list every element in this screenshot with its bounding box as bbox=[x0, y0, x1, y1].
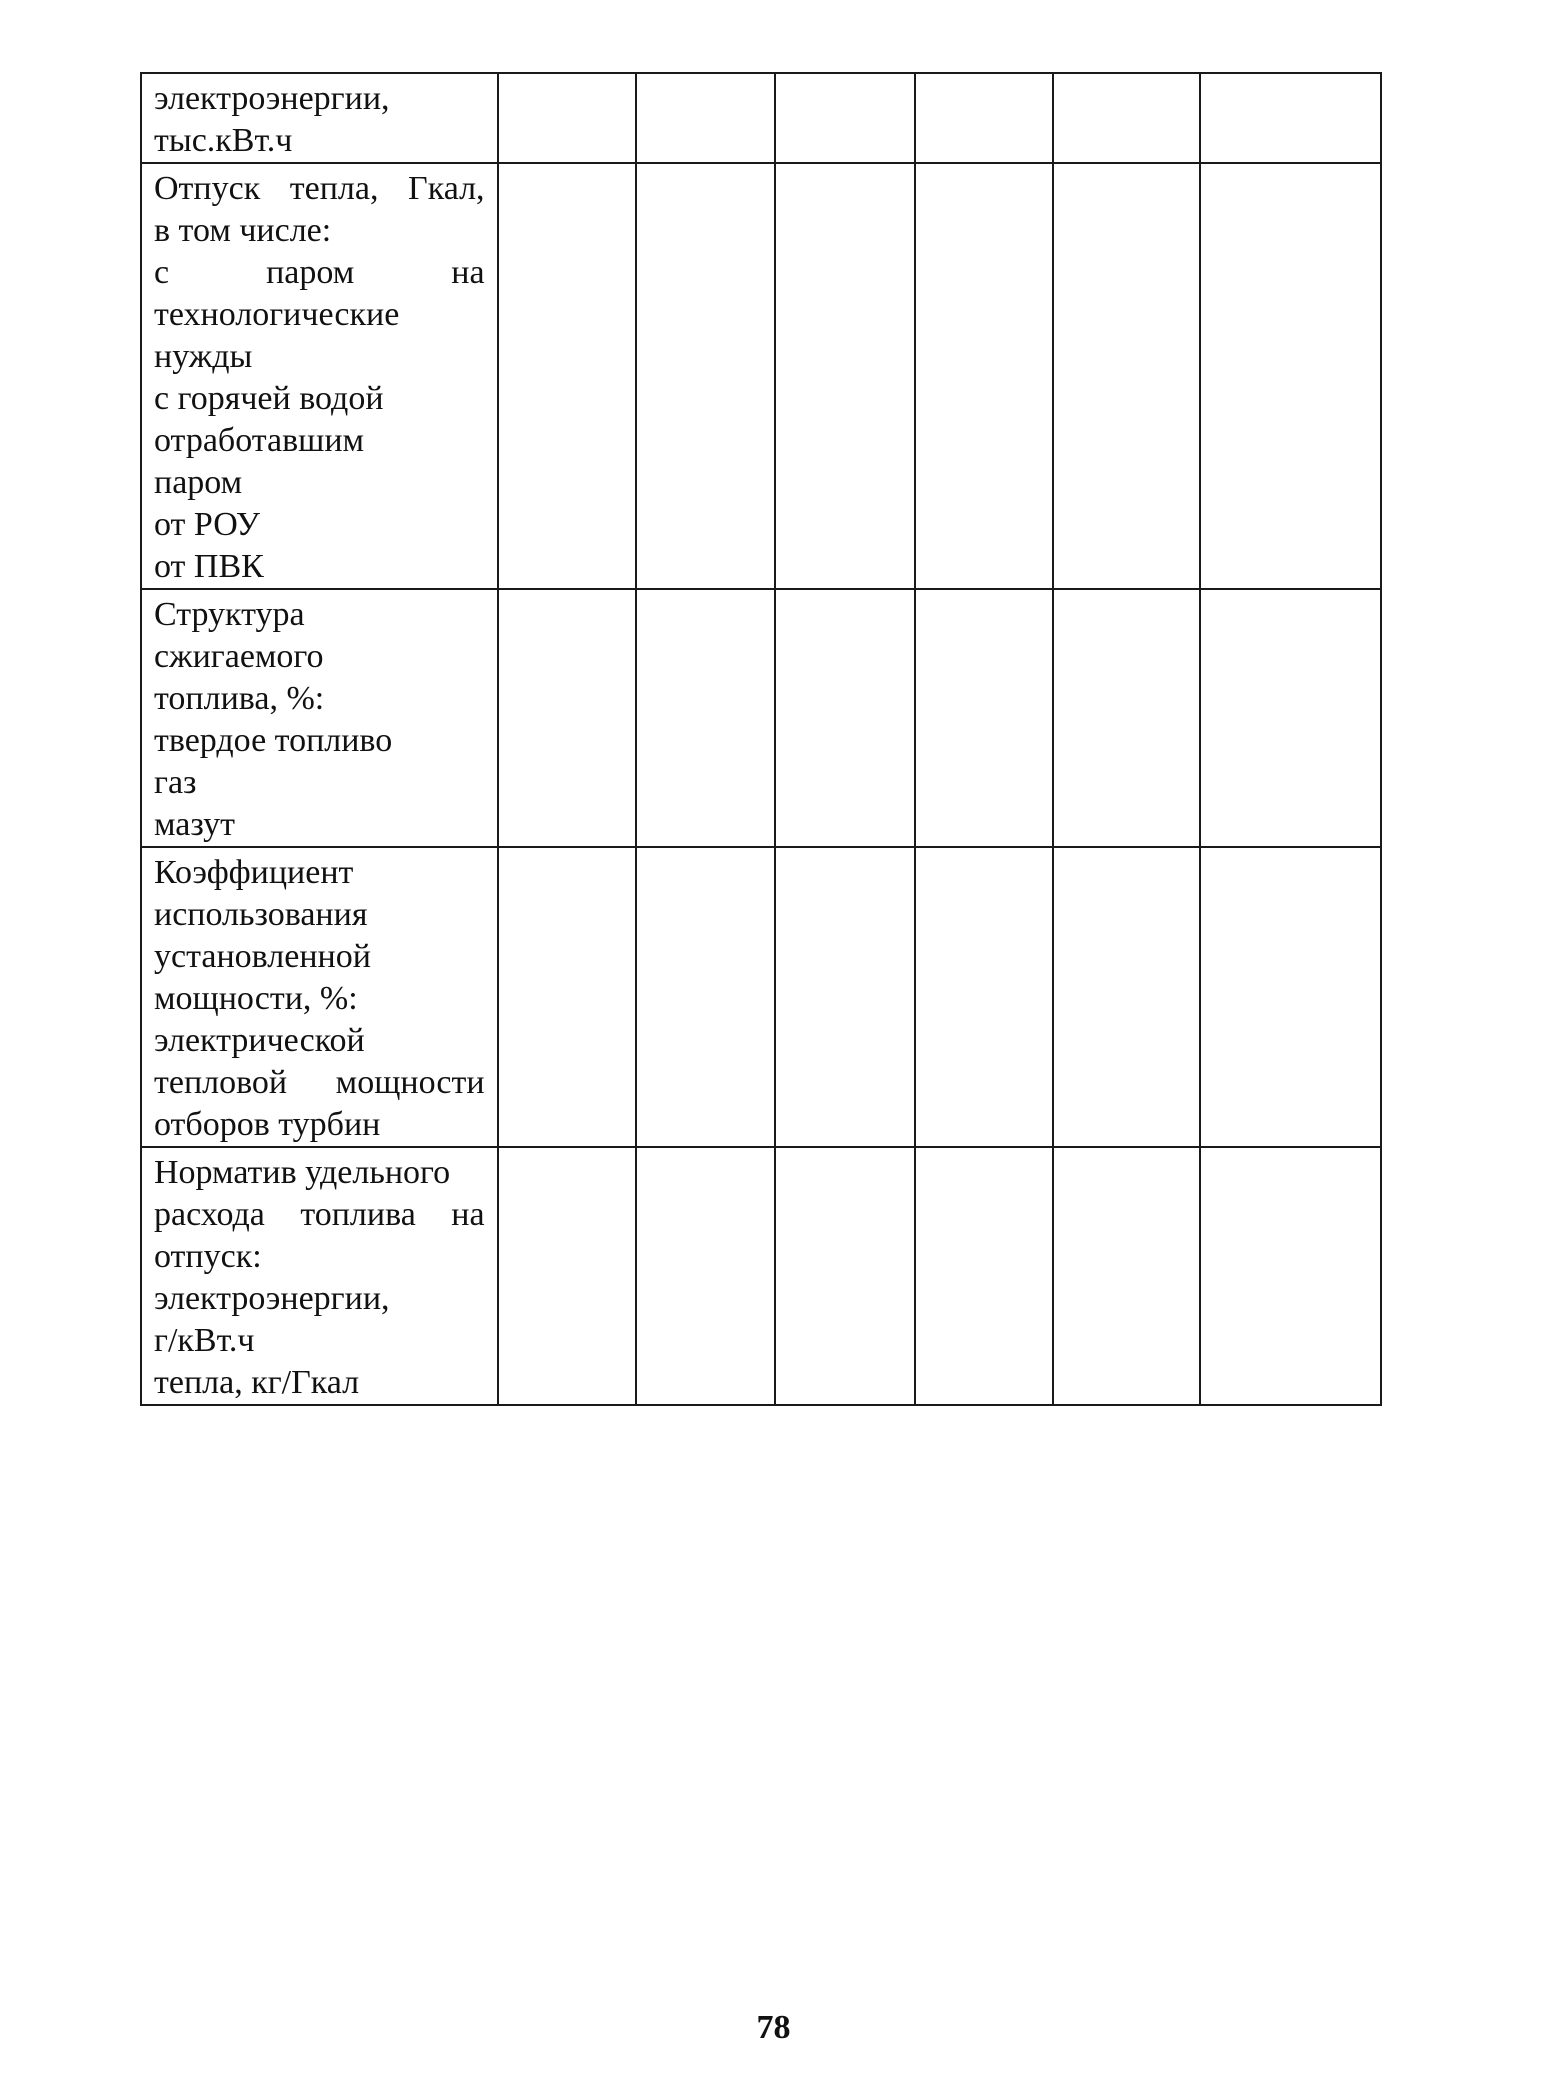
label-line: с горячей водой bbox=[154, 380, 384, 417]
table-row bbox=[141, 73, 1381, 163]
empty-cell bbox=[1053, 589, 1199, 847]
empty-cell bbox=[775, 73, 915, 163]
label-line: сжигаемого bbox=[154, 638, 324, 675]
empty-cell bbox=[775, 1147, 915, 1405]
page-number: 78 bbox=[756, 2009, 791, 2046]
label-line: в том числе: bbox=[154, 212, 332, 249]
label-line: тепла, кг/Гкал bbox=[154, 1364, 360, 1401]
row-label-cell bbox=[141, 73, 498, 163]
data-table bbox=[140, 72, 1382, 1406]
empty-cell bbox=[915, 163, 1053, 589]
label-line: использования bbox=[154, 896, 368, 933]
row-label-cell bbox=[141, 1147, 498, 1405]
label-line: отработавшим bbox=[154, 422, 365, 459]
empty-cell bbox=[775, 589, 915, 847]
table-row bbox=[141, 847, 1381, 1147]
empty-cell bbox=[1200, 1147, 1381, 1405]
label-line: Отпуск тепла, Гкал, bbox=[154, 170, 485, 207]
empty-cell bbox=[498, 589, 636, 847]
label-line: тыс.кВт.ч bbox=[154, 122, 293, 159]
label-line: топлива, %: bbox=[154, 680, 325, 717]
empty-cell bbox=[1200, 163, 1381, 589]
empty-cell bbox=[1053, 73, 1199, 163]
empty-cell bbox=[498, 847, 636, 1147]
label-line: расхода топлива на bbox=[154, 1196, 485, 1233]
label-line: отборов турбин bbox=[154, 1106, 381, 1143]
table-row bbox=[141, 163, 1381, 589]
label-line: г/кВт.ч bbox=[154, 1322, 255, 1359]
table-row bbox=[141, 1147, 1381, 1405]
row-label-cell bbox=[141, 847, 498, 1147]
label-line: газ bbox=[154, 764, 197, 801]
empty-cell bbox=[636, 163, 775, 589]
empty-cell bbox=[1200, 847, 1381, 1147]
empty-cell bbox=[775, 163, 915, 589]
empty-cell bbox=[1053, 847, 1199, 1147]
row-label-cell bbox=[141, 163, 498, 589]
empty-cell bbox=[915, 1147, 1053, 1405]
row-label-cell bbox=[141, 589, 498, 847]
label-line: технологические bbox=[154, 296, 400, 333]
label-line: от ПВК bbox=[154, 548, 264, 585]
empty-cell bbox=[636, 1147, 775, 1405]
empty-cell bbox=[1200, 589, 1381, 847]
label-line: твердое топливо bbox=[154, 722, 393, 759]
label-line: паром bbox=[154, 464, 243, 501]
empty-cell bbox=[1053, 1147, 1199, 1405]
empty-cell bbox=[498, 73, 636, 163]
label-line: электроэнергии, bbox=[154, 80, 390, 117]
empty-cell bbox=[498, 163, 636, 589]
label-line: мощности, %: bbox=[154, 980, 358, 1017]
empty-cell bbox=[1200, 73, 1381, 163]
label-line: с паром на bbox=[154, 254, 485, 291]
empty-cell bbox=[775, 847, 915, 1147]
label-line: отпуск: bbox=[154, 1238, 262, 1275]
table-row bbox=[141, 589, 1381, 847]
label-line: тепловой мощности bbox=[154, 1064, 485, 1101]
label-line: мазут bbox=[154, 806, 235, 843]
label-line: электрической bbox=[154, 1022, 365, 1059]
label-line: от РОУ bbox=[154, 506, 260, 543]
label-line: установленной bbox=[154, 938, 371, 975]
label-line: нужды bbox=[154, 338, 253, 375]
empty-cell bbox=[636, 589, 775, 847]
label-line: Структура bbox=[154, 596, 305, 633]
empty-cell bbox=[636, 847, 775, 1147]
empty-cell bbox=[1053, 163, 1199, 589]
label-line: Норматив удельного bbox=[154, 1154, 451, 1191]
empty-cell bbox=[636, 73, 775, 163]
empty-cell bbox=[915, 73, 1053, 163]
empty-cell bbox=[915, 847, 1053, 1147]
empty-cell bbox=[915, 589, 1053, 847]
empty-cell bbox=[498, 1147, 636, 1405]
label-line: Коэффициент bbox=[154, 854, 354, 891]
label-line: электроэнергии, bbox=[154, 1280, 390, 1317]
